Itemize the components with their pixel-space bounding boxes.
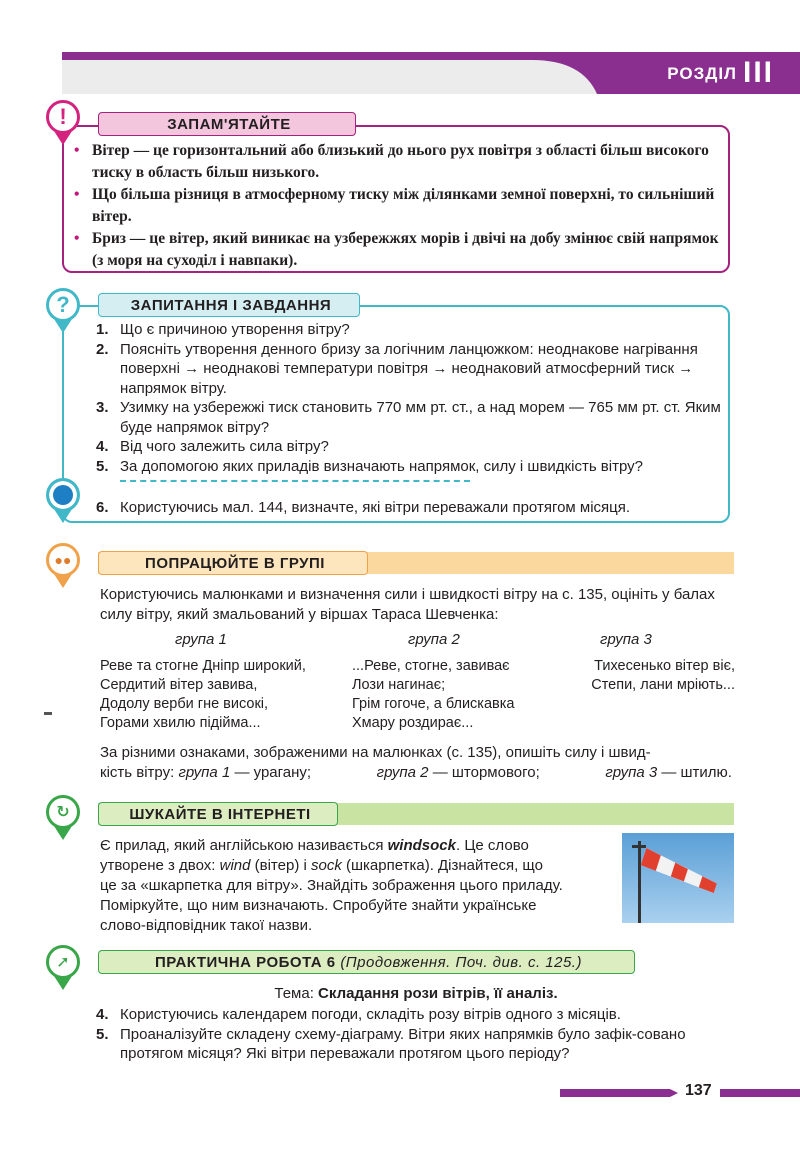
practical-theme: Тема: Складання рози вітрів, її аналіз. [274,985,558,1002]
internet-text: Є прилад, який англійською називається windsock. Це слово утворене з двох: wind (вітер) і sock (шкарпетка). Дізнайтеся, що це за «шкарпетка для вітру». Знайдіть зображення цього приладу. Поміркуйте, що ним визначають. Спробуйте знайти українське слово-відповідник такої назви. [100,837,563,934]
practical-title: ПРАКТИЧНА РОБОТА 6 (Продовження. Поч. див. с. 125.) [98,950,635,974]
question-item: 5. За допомогою яких приладів визначають напрямок, силу і швидкість вітру? [96,457,643,475]
group-2-label: група 2 [408,631,460,648]
group-outro: За різними ознаками, зображеними на малюнках (с. 135), опишіть силу і швид- кість вітру: група 1 — ураганy; група 2 — штормового; група 3 — штилю. [100,744,732,781]
question-item: 3. Узимку на узбережжі тиск становить 770 мм рт. ст., а над морем — 765 мм рт. ст. Яким буде напрямок вітру? [96,399,721,436]
group-3-label: група 3 [600,631,652,648]
remember-item: • Вітер — це горизонтальний або близький до нього рух повітря з області більш високого тиску в область більш низького. [80,140,725,184]
remember-title: ЗАПАМ'ЯТАЙТЕ [98,112,356,136]
poem-group-2: ...Реве, стогне, завиває Лози нагинає; Грім гогоче, а блискавка Хмару роздирає... [352,658,515,731]
internet-title: ШУКАЙТЕ В ІНТЕРНЕТІ [98,802,338,826]
exclamation-pin-icon: ! [46,100,80,145]
compass-pin-icon: ➚ [46,945,80,990]
question-item: 2. Поясніть утворення денного бризу за логічним ланцюжком: неоднакове нагрівання поверхні → неоднакові температури повітря → неоднаковий атмосферний тиск → напрямок вітру. [96,340,698,397]
internet-pin-icon: ↻ [46,795,80,840]
questions-title: ЗАПИТАННЯ І ЗАВДАННЯ [98,293,360,317]
poem-group-3: Тихесенько вітер віє, Степи, лани мріють... [591,658,735,693]
remember-item: • Що більша різниця в атмосферному тиску між ділянками земної поверхні, то сильніший вітер. [80,184,725,228]
page-number: 137 [685,1082,712,1099]
group-intro: Користуючись малюнками и визначення сили і швидкості вітру на с. 135, оцініть у балах силу вітру, який змальований у віршах Тараса Шевченка: [100,586,715,623]
question-item: 1. Що є причиною утворення вітру? [96,321,350,338]
practical-item: 4. Користуючись календарем погоди, складіть розу вітрів одного з місяців. [96,1006,621,1023]
questions-list [96,320,721,476]
practical-list [96,1005,728,1064]
footer-bar [560,1085,800,1101]
remember-item: • Бриз — це вітер, який виникає на узбережжях морів і двічі на добу змінює свій напрямок (з моря на суходіл і навпаки). [80,228,725,272]
windsock-photo [622,833,734,923]
question-item: 4. Від чого залежить сила вітру? [96,438,329,455]
question-pin-icon: ? [46,288,80,333]
group-title: ПОПРАЦЮЙТЕ В ГРУПІ [98,551,368,575]
margin-mark [44,712,52,715]
practical-item: 5. Проаналізуйте складену схему-діаграму. Вітри яких напрямків було зафік-совано протягом місяця? Які вітри переважали протягом цього періоду? [96,1025,686,1062]
group-pin-icon: ●● [46,543,80,588]
remember-list [80,140,725,272]
circle-pin-icon [46,478,80,523]
question-item-6: 6. Користуючись мал. 144, визначте, які вітри переважали протягом місяця. [96,499,631,516]
section-title: РОЗДІЛ III [667,56,774,89]
poem-group-1: Реве та стогне Дніпр широкий, Сердитий вітер завива, Додолу верби гне високі, Горами хвилю підійма... [100,658,306,731]
group-1-label: група 1 [175,631,227,648]
divider-dashes [120,480,470,482]
